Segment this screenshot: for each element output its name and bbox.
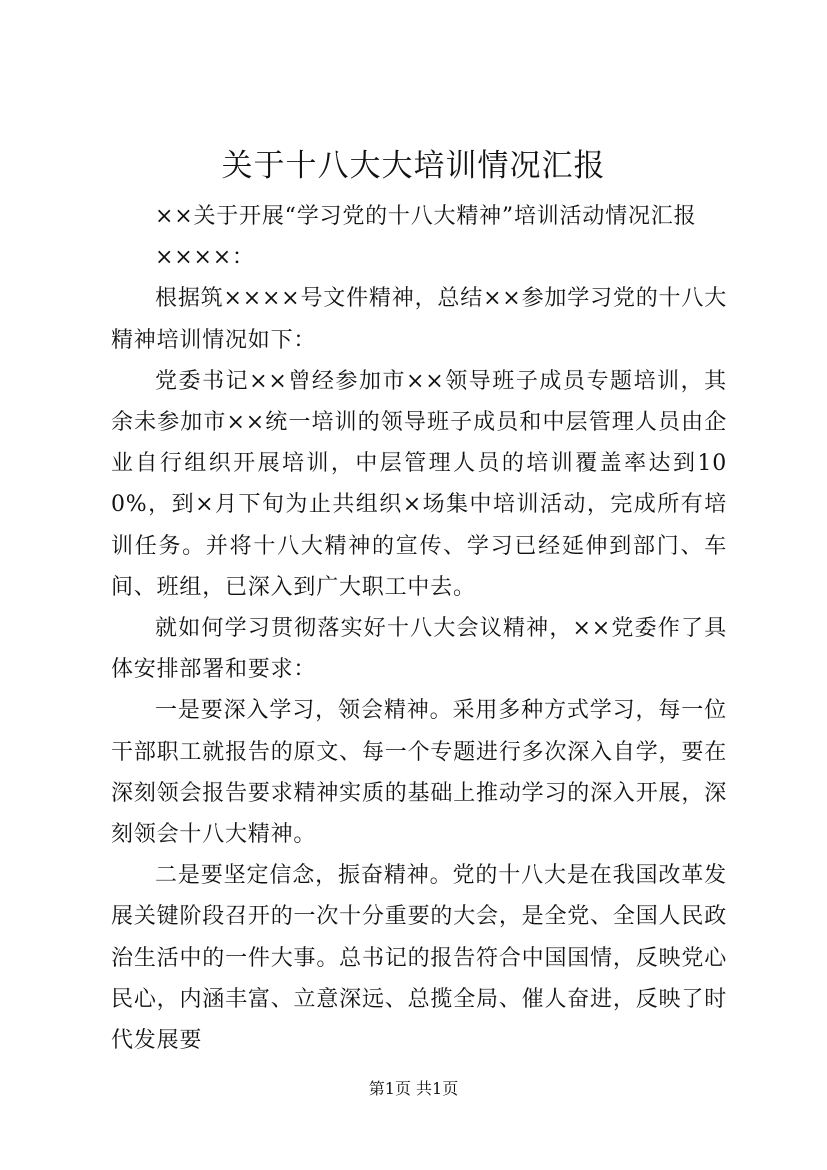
point-two-paragraph: 二是要坚定信念，振奋精神。党的十八大是在我国改革发展关键阶段召开的一次十分重要的大会，是全党、全国人民政治生活中的一件大事。总书记的报告符合中国国情，反映党心民心，内涵丰富、立意深远、总揽全局、催人奋进，反映了时代发展要 — [111, 863, 727, 1054]
intro-paragraph: 根据筑××××号文件精神，总结××参加学习党的十八大精神培训情况如下： — [111, 286, 727, 353]
document-title: 关于十八大大培训情况汇报 — [221, 148, 606, 184]
page-footer: 第1页 共1页 — [368, 1079, 459, 1098]
arrangement-paragraph: 就如何学习贯彻落实好十八大会议精神，××党委作了具体安排部署和要求： — [111, 616, 727, 683]
document-body — [111, 196, 727, 1061]
subtitle-paragraph: ××关于开展“学习党的十八大精神”培训活动情况汇报 — [155, 204, 697, 229]
salutation-paragraph: ××××： — [155, 245, 255, 271]
training-paragraph: 党委书记××曾经参加市××领导班子成员专题培训，其余未参加市××统一培训的领导班子成员和中层管理人员由企业自行组织开展培训，中层管理人员的培训覆盖率达到100%，到×月下旬为止共组织×场集中培训活动，完成所有培训任务。并将十八大精神的宣传、学习已经延伸到部门、车间、班组，已深入到广大职工中去。 — [111, 368, 727, 600]
point-one-paragraph: 一是要深入学习，领会精神。采用多种方式学习，每一位干部职工就报告的原文、每一个专题进行多次深入自学，要在深刻领会报告要求精神实质的基础上推动学习的深入开展，深刻领会十八大精神。 — [111, 698, 727, 848]
